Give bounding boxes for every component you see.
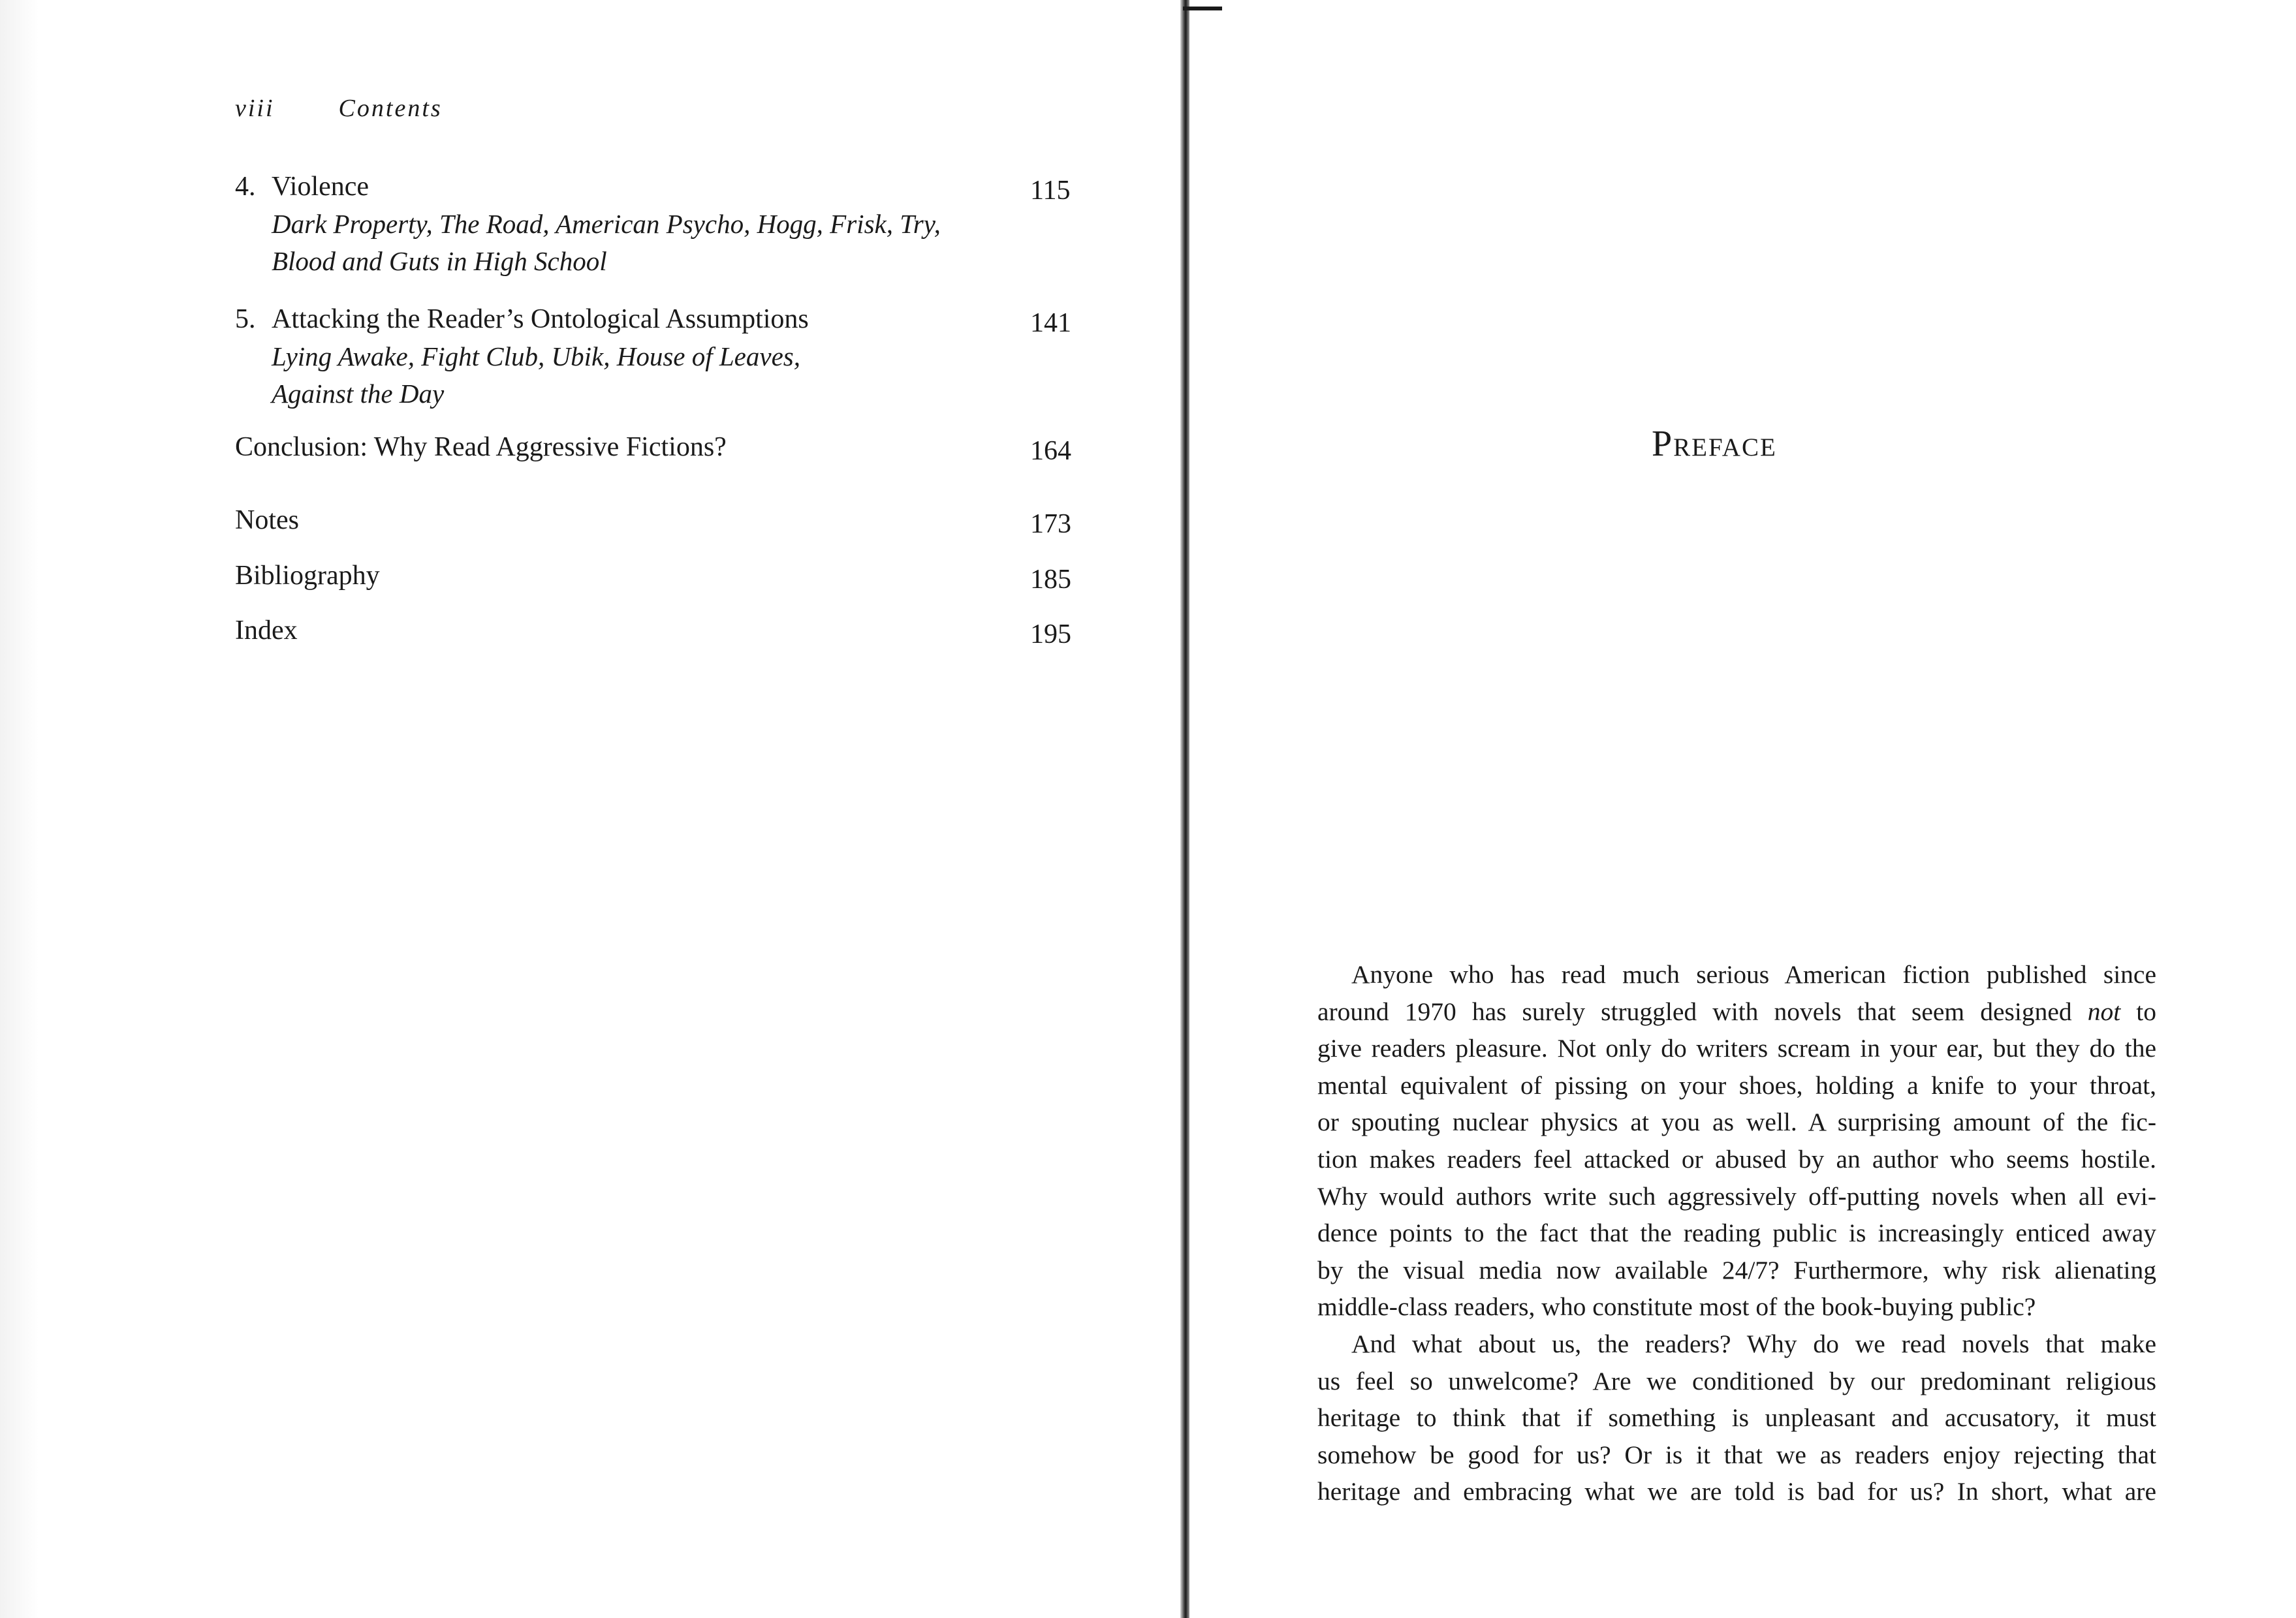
body-line: middle-class readers, who constitute most of the book-buying public? [1317, 1292, 2036, 1322]
body-line: heritage and embracing what we are told is bad for us? In short, what are [1317, 1477, 2156, 1506]
running-head [235, 94, 443, 123]
body-line: us feel so unwelcome? Are we conditioned by our predominant religious [1317, 1366, 2156, 1395]
toc-page-number: 185 [1030, 565, 1071, 595]
body-line: or spouting nuclear physics at you as well. A surprising amount of the fic- [1317, 1108, 2156, 1137]
chapter-works-line: Lying Awake, Fight Club, Ubik, House of Leaves, [272, 341, 800, 371]
chapter-title: Attacking the Reader’s Ontological Assumptions [272, 304, 809, 334]
chapter-title: Violence [272, 172, 370, 202]
toc-page-number: 195 [1030, 619, 1071, 649]
scan-shadow [0, 0, 39, 1618]
toc-entry-bibliography [235, 557, 1071, 595]
page-number: viii [235, 95, 275, 122]
chapter-works-line: Blood and Guts in High School [272, 246, 607, 276]
body-line: mental equivalent of pissing on your shoes, holding a knife to your throat, [1317, 1070, 2156, 1100]
body-line: Anyone who has read much serious American fiction published since [1351, 960, 2156, 989]
preface-body [1317, 956, 2156, 1510]
toc-page-number: 164 [1030, 436, 1071, 466]
toc-entry-conclusion [235, 428, 1071, 466]
body-line: dence points to the fact that the reading public is increasingly enticed away [1317, 1219, 2156, 1248]
chapter-title: Index [235, 615, 298, 646]
body-line: And what about us, the readers? Why do we read novels that make [1351, 1329, 2156, 1358]
preface-heading: Preface [1652, 424, 1777, 464]
body-line: by the visual media now available 24/7? Furthermore, why risk alienating [1317, 1255, 2156, 1284]
chapter-works-line: Against the Day [272, 379, 445, 409]
gutter-edge-mark [1183, 7, 1222, 10]
toc-page-number: 141 [1030, 308, 1071, 338]
body-line: somehow be good for us? Or is it that we as readers enjoy rejecting that [1317, 1440, 2156, 1469]
chapter-works-line: Dark Property, The Road, American Psycho, Hogg, Frisk, Try, [272, 209, 941, 239]
toc-page-number: 115 [1030, 176, 1071, 206]
chapter-number: 4. [235, 172, 256, 202]
toc-entry-ontological [235, 300, 1071, 412]
chapter-title: Conclusion: Why Read Aggressive Fictions? [235, 432, 727, 462]
chapter-number: 5. [235, 304, 256, 334]
toc-entry-violence [235, 168, 1071, 280]
body-line: Why would authors write such aggressively off-putting novels when all evi- [1317, 1181, 2156, 1211]
toc-page-number: 173 [1030, 509, 1071, 539]
toc-entry-notes [235, 501, 1071, 539]
toc-entry-index [235, 612, 1071, 649]
chapter-title: Notes [235, 505, 299, 535]
body-line: around 1970 has surely struggled with novels that seem designed not to [1317, 997, 2156, 1026]
running-head-title: Contents [338, 95, 443, 122]
body-line: give readers pleasure. Not only do writers scream in your ear, but they do the [1317, 1034, 2156, 1063]
chapter-title: Bibliography [235, 561, 380, 591]
body-line: tion makes readers feel attacked or abused by an author who seems hostile. [1317, 1144, 2156, 1174]
book-gutter [1180, 0, 1189, 1618]
body-line: heritage to think that if something is unpleasant and accusatory, it must [1317, 1403, 2156, 1433]
